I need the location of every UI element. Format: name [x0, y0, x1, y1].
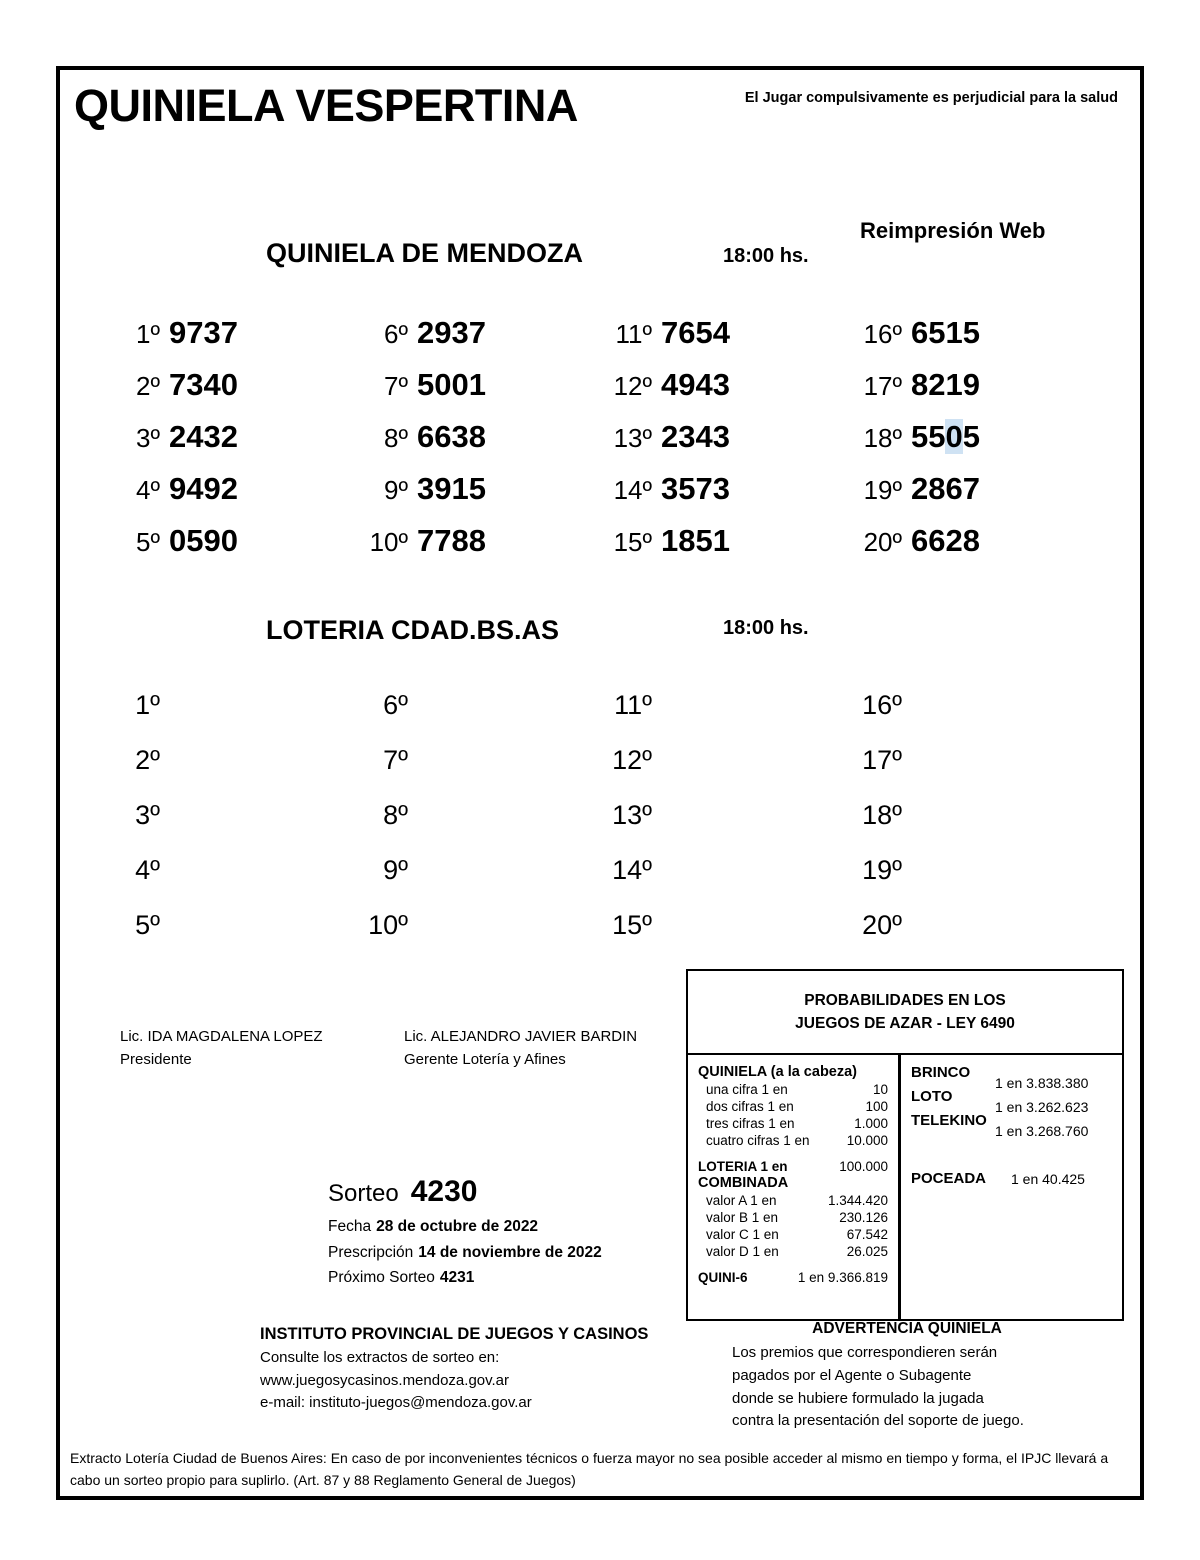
result-position: 6º — [383, 690, 408, 720]
spacer — [698, 1149, 898, 1158]
institute-title: INSTITUTO PROVINCIAL DE JUEGOS Y CASINOS — [260, 1325, 649, 1343]
result-number: 2937 — [417, 315, 486, 350]
loteria-odds-row — [698, 1158, 898, 1175]
result-position: 14º — [613, 475, 652, 505]
result-entry — [120, 910, 160, 941]
result-position: 4º — [135, 855, 160, 885]
probabilities-header — [688, 971, 1122, 1055]
page-title: QUINIELA VESPERTINA — [74, 80, 578, 131]
disclaimer-line-1: Extracto Lotería Ciudad de Buenos Aires: En caso de por inconvenientes técnicos o fuerza mayor no sea posible acceder al mismo en tiempo y — [70, 1450, 959, 1466]
signature-president-name: Lic. IDA MAGDALENA LOPEZ — [120, 1028, 323, 1045]
probabilities-title-line1: PROBABILIDADES EN LOS — [804, 991, 1006, 1009]
result-entry — [120, 745, 160, 776]
result-entry — [360, 855, 408, 886]
result-number: 5001 — [417, 367, 486, 402]
result-entry — [850, 367, 980, 403]
odds-row — [698, 1115, 898, 1132]
result-position: 16º — [862, 690, 902, 720]
draw-prescription-value: 14 de noviembre de 2022 — [418, 1243, 602, 1261]
result-position: 10º — [369, 527, 408, 557]
quiniela-odds-label: cuatro cifras 1 en — [706, 1133, 810, 1148]
game-name: BRINCO — [911, 1064, 971, 1081]
disclaimer-line-2: forma, el IPJC llevará a cabo un sorteo propio para suplirlo. (Art. 87 y 88 Reglamento General de Juegos) — [70, 1450, 1109, 1488]
result-position: 4º — [136, 475, 160, 505]
result-position: 8º — [383, 800, 408, 830]
result-number: 4943 — [661, 367, 730, 402]
result-position: 10º — [368, 910, 408, 940]
probabilities-left-column — [688, 1055, 901, 1319]
result-position: 18º — [862, 800, 902, 830]
result-entry — [600, 800, 652, 831]
result-entry — [120, 690, 160, 721]
combinada-odds-label: valor D 1 en — [706, 1244, 779, 1259]
game-odds-entry — [911, 1112, 1122, 1139]
result-entry — [850, 690, 902, 721]
result-position: 20º — [862, 910, 902, 940]
masthead — [74, 78, 1124, 148]
result-position: 5º — [135, 910, 160, 940]
advertencia-line-4: contra la presentación del soporte de juego. — [732, 1412, 1024, 1430]
result-entry — [360, 419, 486, 455]
game-name: LOTO — [911, 1088, 953, 1105]
result-entry — [600, 471, 730, 507]
draw-date-label: Fecha — [328, 1218, 372, 1235]
result-entry — [850, 523, 980, 559]
result-number: 9492 — [169, 471, 238, 506]
institute-website[interactable]: www.juegosycasinos.mendoza.gov.ar — [260, 1371, 510, 1389]
quini6-value: 1 en 9.366.819 — [797, 1270, 888, 1285]
result-entry — [360, 690, 408, 721]
institute-email[interactable]: e-mail: instituto-juegos@mendoza.gov.ar — [260, 1394, 532, 1411]
game-odds: 1 en 3.268.760 — [995, 1123, 1089, 1139]
result-entry — [600, 855, 652, 886]
combinada-odds-value: 67.542 — [846, 1227, 888, 1242]
results-grid-bsas — [60, 690, 1060, 950]
result-position: 18º — [863, 423, 902, 453]
result-entry — [850, 800, 902, 831]
signature-president — [120, 1025, 323, 1072]
result-number: 7340 — [169, 367, 238, 402]
result-entry — [120, 419, 238, 455]
signature-manager — [404, 1025, 637, 1072]
draw-number: 4230 — [410, 1175, 478, 1208]
game-odds: 1 en 3.262.623 — [995, 1099, 1089, 1115]
game-odds: 1 en 40.425 — [1011, 1171, 1085, 1187]
game-name: POCEADA — [911, 1170, 987, 1187]
result-entry — [850, 315, 980, 351]
result-entry — [120, 855, 160, 886]
result-position: 17º — [863, 371, 902, 401]
odds-row — [698, 1243, 898, 1260]
advertencia-line-1: Los premios que correspondieren serán — [732, 1344, 998, 1361]
result-position: 5º — [136, 527, 160, 557]
result-entry — [360, 523, 486, 559]
result-position: 16º — [863, 319, 902, 349]
result-position: 12º — [612, 745, 652, 775]
result-entry — [600, 367, 730, 403]
ticket-page — [56, 66, 1144, 1500]
advertencia-block — [732, 1320, 1082, 1433]
result-position: 2º — [135, 745, 160, 775]
game-name: TELEKINO — [911, 1112, 987, 1129]
combinada-odds-label: valor A 1 en — [706, 1193, 777, 1208]
result-position: 11º — [615, 319, 652, 349]
result-position: 14º — [612, 855, 652, 885]
result-number: 7654 — [661, 315, 730, 350]
odds-row — [698, 1132, 898, 1149]
result-position: 7º — [384, 371, 408, 401]
result-number: 3573 — [661, 471, 730, 506]
combinada-odds-value: 230.126 — [839, 1210, 888, 1225]
result-position: 15º — [613, 527, 652, 557]
disclaimer-block — [70, 1448, 1130, 1491]
signature-manager-role: Gerente Lotería y Afines — [404, 1051, 566, 1069]
reimpresion-web-label: Reimpresión Web — [860, 218, 1046, 243]
section-title-mendoza: QUINIELA DE MENDOZA — [266, 238, 583, 268]
result-entry — [850, 419, 980, 455]
combinada-group-label: COMBINADA — [698, 1175, 789, 1191]
result-number: 0590 — [169, 523, 238, 558]
result-number: 2867 — [911, 471, 980, 506]
section-time-bsas: 18:00 hs. — [723, 617, 809, 639]
game-odds-entry — [911, 1088, 1122, 1115]
result-position: 9º — [383, 855, 408, 885]
result-position: 8º — [384, 423, 408, 453]
quiniela-odds-value: 10.000 — [846, 1133, 888, 1148]
result-entry — [120, 523, 238, 559]
result-position: 2º — [136, 371, 160, 401]
quiniela-odds-value: 100 — [865, 1099, 888, 1114]
next-draw-label: Próximo Sorteo — [328, 1269, 435, 1287]
gambling-warning: El Jugar compulsivamente es perjudicial para la salud — [744, 90, 1118, 106]
signature-president-role: Presidente — [120, 1051, 192, 1069]
result-entry — [120, 471, 238, 507]
loteria-odds-value: 100.000 — [839, 1159, 888, 1174]
result-position: 19º — [863, 475, 902, 505]
result-position: 7º — [383, 745, 408, 775]
odds-row — [698, 1192, 898, 1209]
result-position: 1º — [135, 690, 160, 720]
quiniela-odds-label: tres cifras 1 en — [706, 1116, 795, 1131]
result-entry — [120, 367, 238, 403]
result-entry — [600, 523, 730, 559]
draw-date-value: 28 de octubre de 2022 — [376, 1218, 539, 1235]
result-position: 11º — [614, 690, 652, 720]
game-odds-entry — [911, 1170, 1122, 1194]
next-draw-row — [328, 1265, 728, 1291]
draw-info — [328, 1175, 728, 1291]
signature-manager-name: Lic. ALEJANDRO JAVIER BARDIN — [404, 1028, 638, 1045]
section-title-bsas: LOTERIA CDAD.BS.AS — [266, 615, 560, 645]
odds-row — [698, 1226, 898, 1243]
result-number: 6515 — [911, 315, 980, 350]
results-grid-mendoza — [60, 315, 1060, 565]
combinada-odds-value: 1.344.420 — [827, 1193, 888, 1208]
result-entry — [600, 315, 730, 351]
result-entry — [600, 745, 652, 776]
result-position: 20º — [863, 527, 902, 557]
result-number: 3915 — [417, 471, 486, 506]
institute-consult-line: Consulte los extractos de sorteo en: — [260, 1349, 500, 1366]
loteria-odds-label: LOTERIA 1 en — [698, 1159, 788, 1174]
quiniela-group-label: QUINIELA (a la cabeza) — [698, 1064, 858, 1080]
result-entry — [360, 367, 486, 403]
result-position: 3º — [136, 423, 160, 453]
result-entry — [360, 745, 408, 776]
result-number: 2343 — [661, 419, 730, 454]
result-entry — [850, 745, 902, 776]
result-entry — [850, 855, 902, 886]
result-number: 1851 — [661, 523, 730, 558]
result-entry — [600, 910, 652, 941]
result-position: 6º — [384, 319, 408, 349]
result-position: 12º — [613, 371, 652, 401]
quini6-label: QUINI-6 — [698, 1270, 748, 1285]
quiniela-odds-value: 1.000 — [854, 1116, 888, 1131]
result-number: 5505 — [911, 419, 980, 454]
probabilities-right-column — [901, 1055, 1122, 1319]
result-position: 17º — [862, 745, 902, 775]
result-entry — [600, 690, 652, 721]
combinada-odds-label: valor C 1 en — [706, 1227, 779, 1242]
advertencia-title: ADVERTENCIA QUINIELA — [812, 1320, 1002, 1337]
game-odds: 1 en 3.838.380 — [995, 1075, 1089, 1091]
odds-row — [698, 1098, 898, 1115]
draw-prescription-label: Prescripción — [328, 1243, 414, 1261]
selection-highlight: 0 — [945, 419, 963, 454]
result-number: 7788 — [417, 523, 486, 558]
draw-number-line — [328, 1175, 728, 1209]
result-position: 13º — [612, 800, 652, 830]
quiniela-odds-label: una cifra 1 en — [706, 1082, 788, 1097]
section-time-mendoza: 18:00 hs. — [723, 245, 809, 267]
result-position: 3º — [135, 800, 160, 830]
result-position: 13º — [613, 423, 652, 453]
result-position: 15º — [612, 910, 652, 940]
quiniela-odds-value: 10 — [872, 1082, 888, 1097]
spacer — [911, 1136, 1122, 1170]
next-draw-value: 4231 — [439, 1269, 475, 1287]
odds-row — [698, 1209, 898, 1226]
result-entry — [600, 419, 730, 455]
result-position: 9º — [384, 475, 408, 505]
result-number: 8219 — [911, 367, 980, 402]
result-entry — [850, 471, 980, 507]
result-position: 19º — [862, 855, 902, 885]
combinada-odds-value: 26.025 — [846, 1244, 888, 1259]
result-entry — [850, 910, 902, 941]
draw-label: Sorteo — [328, 1180, 399, 1207]
draw-date-row — [328, 1214, 728, 1240]
spacer — [698, 1260, 898, 1269]
advertencia-line-2: pagados por el Agente o Subagente — [732, 1366, 972, 1384]
quini6-odds-row — [698, 1269, 898, 1286]
combinada-odds-rows — [698, 1192, 898, 1260]
result-entry — [360, 471, 486, 507]
result-number: 6628 — [911, 523, 980, 558]
result-entry — [360, 800, 408, 831]
result-number: 6638 — [417, 419, 486, 454]
advertencia-line-3: donde se hubiere formulado la jugada — [732, 1389, 984, 1407]
result-entry — [120, 800, 160, 831]
combinada-odds-label: valor B 1 en — [706, 1210, 779, 1225]
result-entry — [360, 315, 486, 351]
result-number: 9737 — [169, 315, 238, 350]
quiniela-odds-rows — [698, 1081, 898, 1149]
result-entry — [360, 910, 408, 941]
result-number: 2432 — [169, 419, 238, 454]
probabilities-table — [686, 969, 1124, 1321]
institute-block — [260, 1325, 680, 1415]
quiniela-odds-label: dos cifras 1 en — [706, 1099, 794, 1114]
draw-prescription-row — [328, 1240, 728, 1266]
result-entry — [120, 315, 238, 351]
game-odds-entry — [911, 1064, 1122, 1091]
probabilities-title-line2: JUEGOS DE AZAR - LEY 6490 — [795, 1015, 1015, 1032]
result-position: 1º — [136, 319, 160, 349]
odds-row — [698, 1081, 898, 1098]
